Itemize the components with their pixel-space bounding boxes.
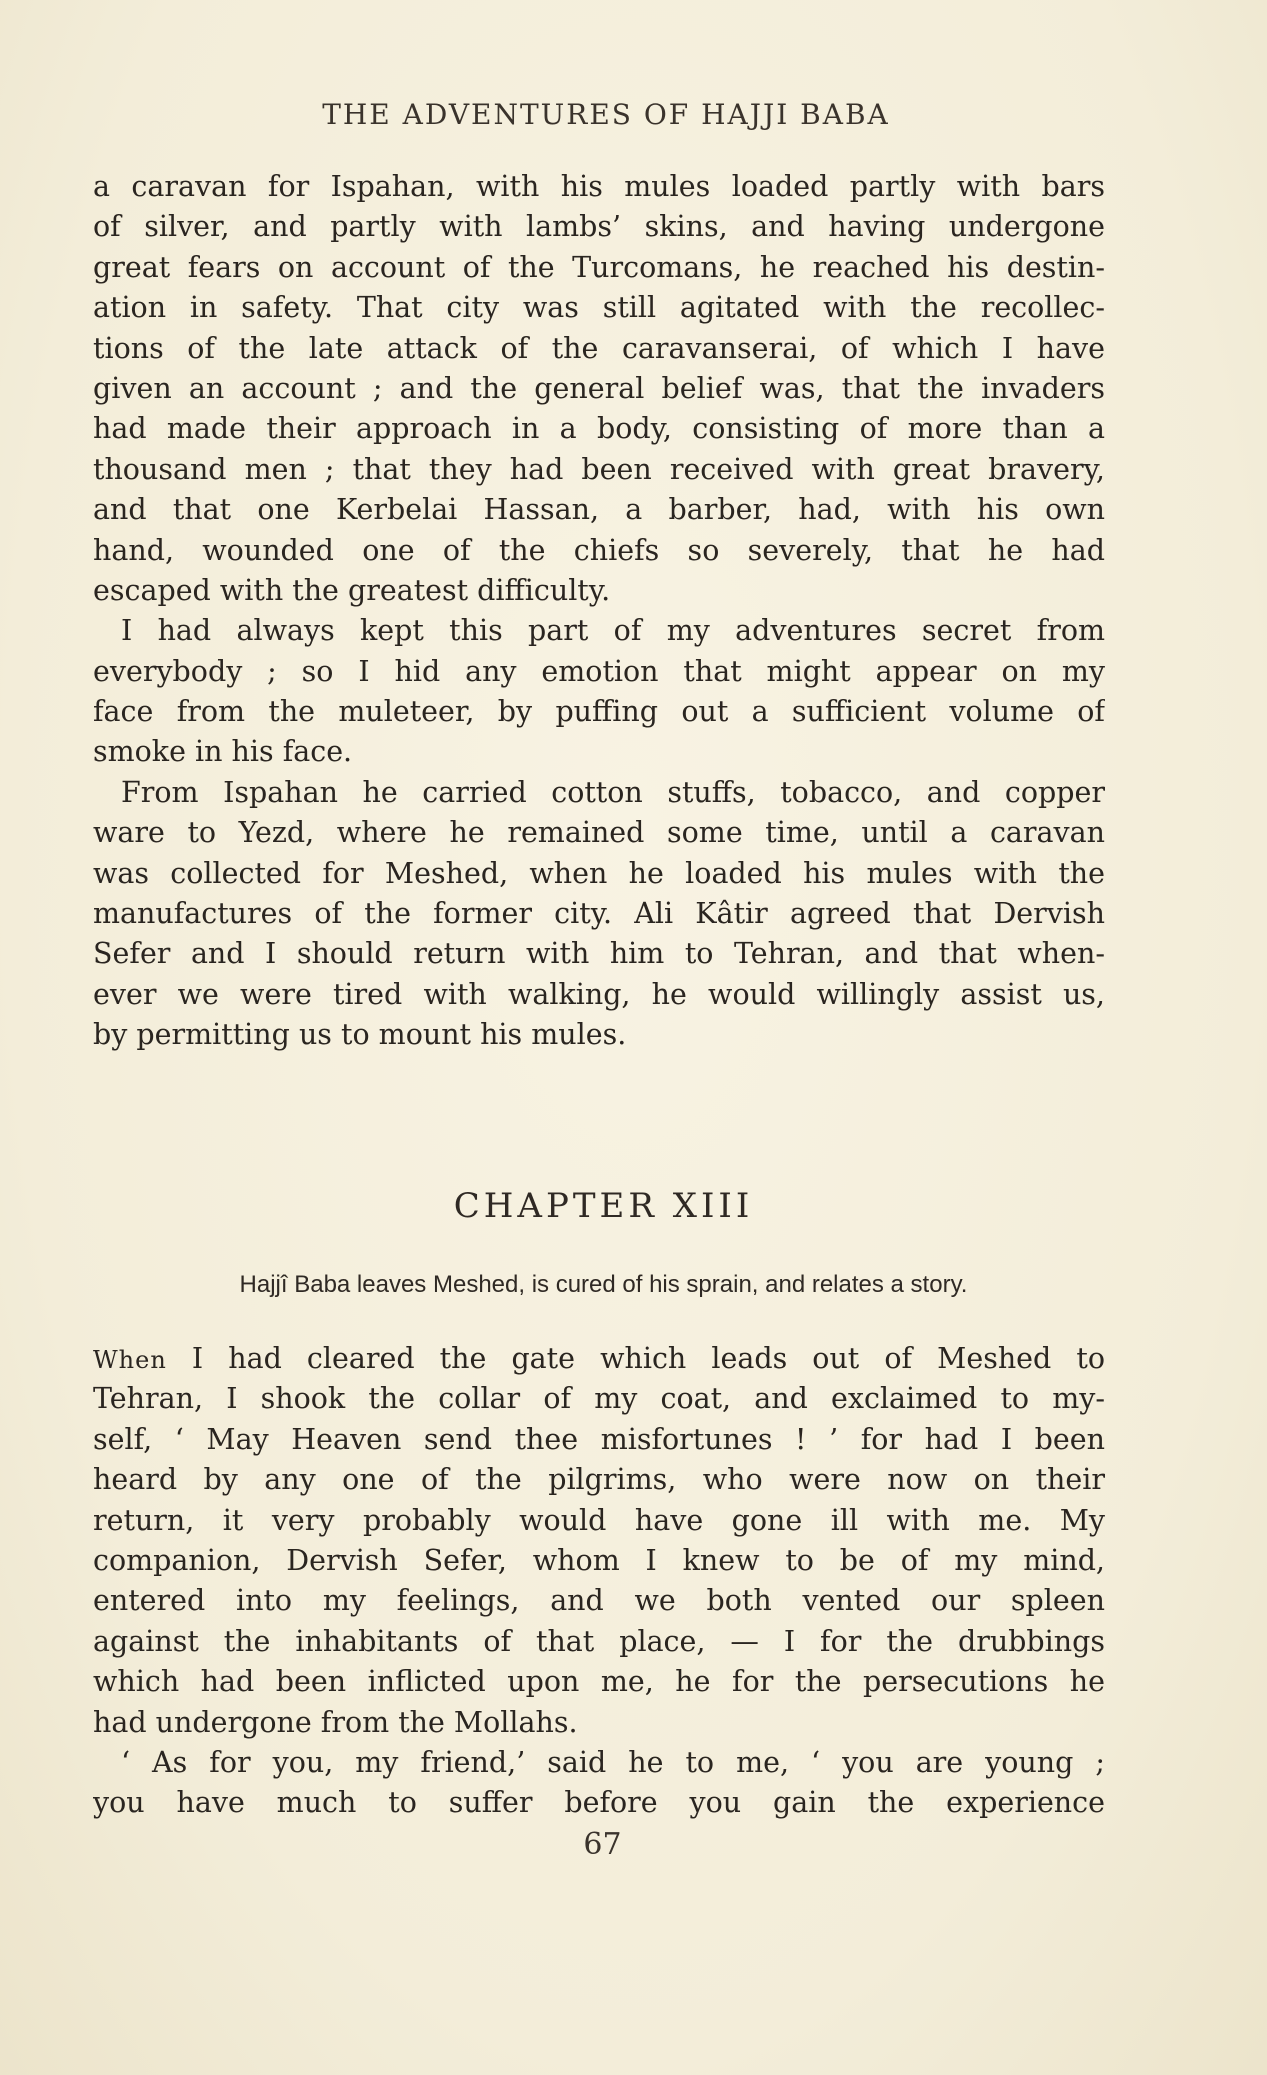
running-head: THE ADVENTURES OF HAJJI BABA	[322, 98, 890, 131]
paragraph	[93, 773, 1105, 1056]
text-line: was collected for Meshed, when he loaded his mules with the	[93, 856, 1105, 890]
text-line: I had always kept this part of my adventures secret from	[121, 614, 1105, 648]
text-line: smoke in his face.	[93, 735, 353, 769]
drop-word: When	[93, 1346, 167, 1374]
text-line: everybody ; so I hid any emotion that might appear on my	[93, 654, 1105, 688]
text-line: manufactures of the former city. Ali Kâtir agreed that Dervish	[93, 897, 1105, 931]
text-line: From Ispahan he carried cotton stuffs, tobacco, and copper	[121, 775, 1105, 809]
text-line: face from the muleteer, by puffing out a sufficient volume of	[93, 695, 1105, 729]
text-line: against the inhabitants of that place, — I for the drubbings	[93, 1624, 1105, 1658]
text-line: had made their approach in a body, consisting of more than a	[93, 412, 1105, 446]
text-line: escaped with the greatest difficulty.	[93, 573, 611, 607]
paragraph	[93, 1743, 1105, 1824]
text-line: you have much to suffer before you gain the experience	[93, 1786, 1105, 1820]
text-line: companion, Dervish Sefer, whom I knew to be of my mind,	[93, 1543, 1105, 1577]
chapter-summary: Hajjî Baba leaves Meshed, is cured of his sprain, and relates a story.	[239, 1271, 968, 1298]
text-line: ever we were tired with walking, he would willingly assist us,	[93, 977, 1105, 1011]
text-line: self, ‘ May Heaven send thee misfortunes ! ’ for had I been	[93, 1422, 1105, 1456]
text-line: return, it very probably would have gone ill with me. My	[93, 1503, 1105, 1537]
text-line: of silver, and partly with lambs’ skins, and having undergone	[93, 210, 1105, 244]
text-line: entered into my feelings, and we both vented our spleen	[93, 1584, 1105, 1618]
text-line	[93, 1339, 1105, 1379]
text-line: thousand men ; that they had been received with great bravery,	[93, 452, 1105, 486]
text-line: a caravan for Ispahan, with his mules loaded partly with bars	[93, 170, 1105, 203]
text-line: great fears on account of the Turcomans, he reached his destin-	[93, 250, 1105, 284]
paragraph	[93, 167, 1105, 611]
text-line: ation in safety. That city was still agitated with the recollec-	[93, 291, 1105, 325]
paragraph	[93, 611, 1105, 773]
text-line: hand, wounded one of the chiefs so severely, that he had	[93, 533, 1105, 567]
text-line: ‘ As for you, my friend,’ said he to me, ‘ you are young ;	[121, 1745, 1105, 1779]
paragraph	[93, 1339, 1105, 1743]
text-line: tions of the late attack of the caravanserai, of which I have	[93, 331, 1105, 365]
page-number: 67	[583, 1827, 622, 1862]
text-after-chapter	[93, 1339, 1105, 1824]
first-line-text: I had cleared the gate which leads out of Meshed to	[166, 1342, 1105, 1375]
chapter-title: CHAPTER XIII	[453, 1186, 754, 1226]
text-line: and that one Kerbelai Hassan, a barber, had, with his own	[93, 493, 1105, 527]
text-line: heard by any one of the pilgrims, who were now on their	[93, 1463, 1105, 1497]
text-before-chapter	[93, 167, 1105, 1056]
text-line: by permitting us to mount his mules.	[93, 1018, 627, 1052]
text-line: ware to Yezd, where he remained some time, until a caravan	[93, 816, 1105, 850]
text-line: which had been inflicted upon me, he for the persecutions he	[93, 1665, 1105, 1699]
text-line: Tehran, I shook the collar of my coat, and exclaimed to my-	[93, 1382, 1105, 1416]
text-line: had undergone from the Mollahs.	[93, 1705, 578, 1739]
text-line: given an account ; and the general belief was, that the invaders	[93, 371, 1105, 405]
text-line: Sefer and I should return with him to Tehran, and that when-	[93, 937, 1105, 971]
